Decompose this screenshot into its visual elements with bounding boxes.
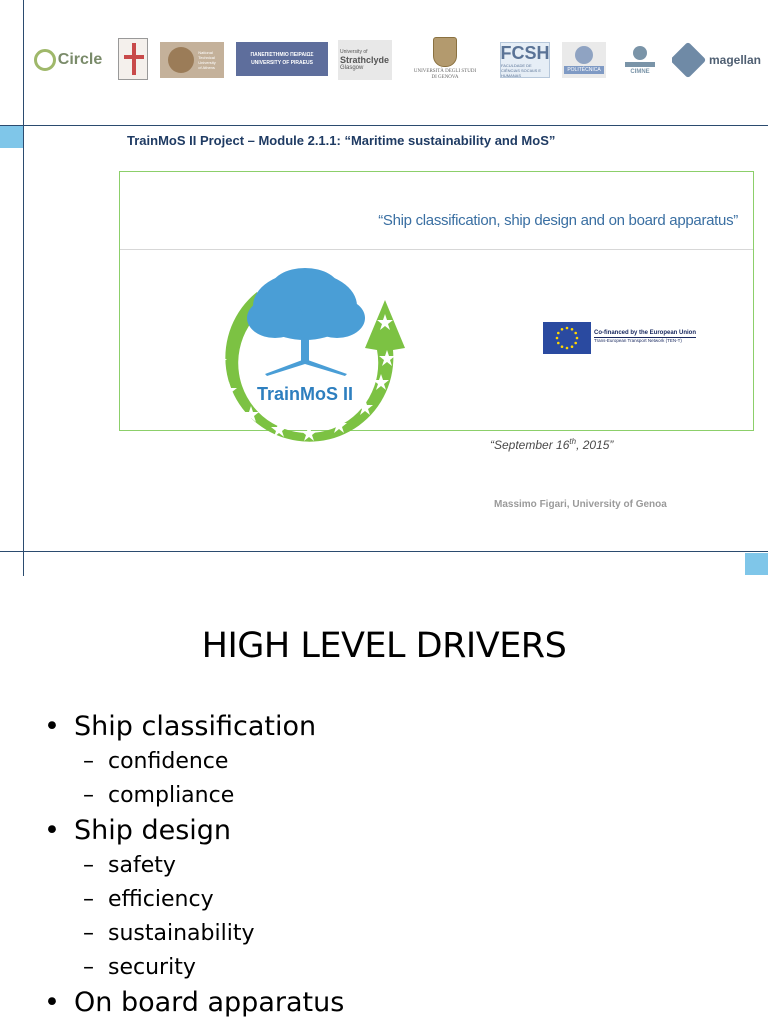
sub-bullet-item <box>44 883 344 917</box>
cimne-logo <box>620 42 660 78</box>
unige-line: UNIVERSITÀ DEGLI STUDI <box>413 69 477 74</box>
cimne-text: CIMNE <box>630 68 650 75</box>
bullet-item <box>44 985 344 1021</box>
content-slide <box>0 576 768 1024</box>
ntua-text <box>198 50 216 70</box>
bullet-item <box>44 709 344 745</box>
magellan-text: magellan <box>708 53 762 67</box>
bullet-text: Ship design <box>74 815 232 846</box>
ntua-logo <box>160 42 224 78</box>
cimne-head-icon <box>633 46 647 60</box>
strathclyde-line: Glasgow <box>340 64 364 71</box>
politecnica-text: POLITÉCNICA <box>564 66 603 74</box>
eu-flag-icon <box>543 322 591 354</box>
sub-bullet-text: safety <box>108 853 176 878</box>
bullet-list <box>44 709 344 1021</box>
date-suffix: th <box>569 437 577 446</box>
sub-bullet-item <box>44 745 344 779</box>
bullet-text: Ship classification <box>74 711 317 742</box>
corner-square-bottom <box>745 553 768 575</box>
cimne-bar <box>625 62 655 67</box>
circle-logo-text: Circle <box>57 51 103 68</box>
genoa-crest-logo <box>118 38 148 80</box>
ntua-line: University <box>198 60 216 65</box>
sub-bullet-text: confidence <box>108 749 229 774</box>
piraeus-line: ΠΑΝΕΠΙΣΤΗΜΙΟ ΠΕΙΡΑΙΩΣ <box>250 52 314 58</box>
bullet-item <box>44 813 344 849</box>
unige-logo <box>405 34 485 84</box>
sub-bullet-text: security <box>108 955 196 980</box>
dash-icon: – <box>83 955 94 980</box>
sub-bullet-item <box>44 951 344 985</box>
unige-line: DI GENOVA <box>431 75 459 80</box>
strathclyde-logo <box>338 40 392 80</box>
sub-bullet-text: compliance <box>108 783 235 808</box>
ntua-line: of Athens <box>198 65 215 70</box>
dash-icon: – <box>83 887 94 912</box>
fcsh-subtext: FACULDADE DE CIÊNCIAS SOCIAIS E HUMANAS <box>501 62 542 78</box>
fcsh-text: FCSH <box>500 42 550 63</box>
author-credit: Massimo Figari, University of Genoa <box>494 499 667 510</box>
sub-bullet-item <box>44 779 344 813</box>
strathclyde-line: University of <box>340 48 368 55</box>
slide-subtitle: “Ship classification, ship design and on board apparatus” <box>378 212 738 229</box>
cross-icon-bar <box>124 55 144 59</box>
bullet-icon: • <box>44 987 60 1018</box>
bullet-text: On board apparatus <box>74 987 345 1018</box>
trainmos-logo <box>205 264 420 449</box>
diamond-icon <box>672 42 706 79</box>
politecnica-logo <box>562 42 606 78</box>
sub-bullet-item <box>44 917 344 951</box>
date-year: , 2015” <box>576 438 614 452</box>
vertical-rule <box>23 0 24 576</box>
sub-bullet-text: efficiency <box>108 887 214 912</box>
eu-cofinance-text <box>594 329 696 344</box>
footer-rule <box>0 551 768 552</box>
dash-icon: – <box>83 921 94 946</box>
circle-logo <box>28 45 108 75</box>
ntua-line: Technical <box>198 55 215 60</box>
seal-icon <box>168 47 194 73</box>
shield-icon <box>433 37 457 67</box>
dash-icon: – <box>83 853 94 878</box>
sub-bullet-text: sustainability <box>108 921 255 946</box>
cross-icon <box>132 43 136 75</box>
dash-icon: – <box>83 749 94 774</box>
circle-ring-icon <box>34 49 56 71</box>
emblem-icon <box>575 46 593 64</box>
ntua-line: National <box>198 50 213 55</box>
fcsh-logo <box>500 42 550 78</box>
header-rule <box>0 125 768 126</box>
tree-icon <box>247 268 365 376</box>
magellan-logo <box>672 40 764 80</box>
eu-network-label: Trans-European Transport Network (TEN-T) <box>594 337 696 344</box>
bullet-icon: • <box>44 815 60 846</box>
bullet-icon: • <box>44 711 60 742</box>
date-main: “September 16 <box>490 438 570 452</box>
sub-bullet-item <box>44 849 344 883</box>
eu-cofinanced-label: Co-financed by the European Union <box>594 330 697 336</box>
trainmos-logo-text: TrainMoS II <box>256 384 354 404</box>
strathclyde-line: Strathclyde <box>340 54 390 65</box>
slide-title: HIGH LEVEL DRIVERS <box>201 626 567 666</box>
dash-icon: – <box>83 783 94 808</box>
presentation-date <box>490 437 613 452</box>
corner-square-top <box>0 126 23 148</box>
piraeus-logo <box>236 42 328 76</box>
project-title: TrainMoS II Project – Module 2.1.1: “Maritime sustainability and MoS” <box>127 133 556 148</box>
frame-divider <box>120 249 753 250</box>
piraeus-line: UNIVERSITY OF PIRAEUS <box>251 60 313 66</box>
